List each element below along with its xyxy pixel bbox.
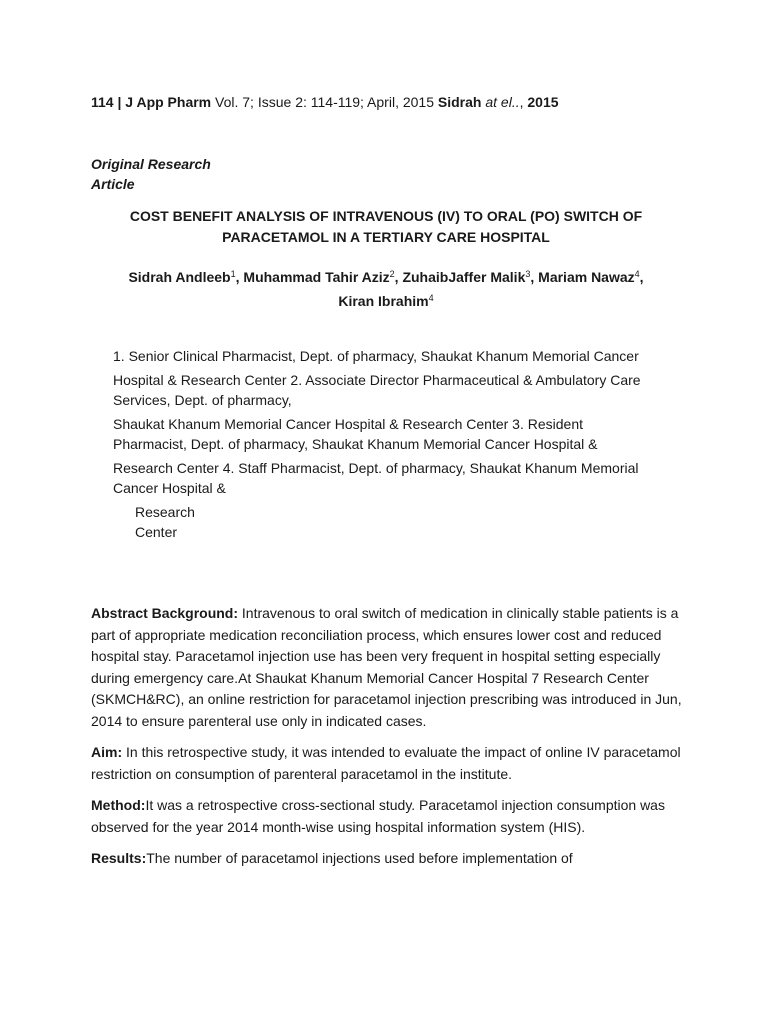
results-label: Results:	[91, 850, 147, 866]
author-name: Muhammad Tahir Aziz	[243, 269, 390, 285]
affiliation-center	[135, 502, 653, 542]
running-header	[91, 93, 731, 111]
abstract-method	[91, 795, 687, 838]
abstract-results	[91, 848, 687, 870]
header-etal: at el..	[481, 94, 520, 110]
author-affil-mark: 4	[634, 269, 640, 279]
author-name: ZuhaibJaffer Malik	[402, 269, 526, 285]
header-journal: J App Pharm	[125, 94, 212, 110]
author-name: Sidrah Andleeb	[128, 269, 231, 285]
author-affil-mark: 1	[230, 269, 236, 279]
background-text: Intravenous to oral switch of medication in clinically stable patients is a part of appropriate medication reconciliation process, which ensures lower cost and reduced hospital stay. Paracetamol injection use has been very frequent in hospital setting especially during emergency care.At Shaukat Khanum Memorial Cancer Hospital 7 Research Center (SKMCH&RC), an online restriction for paracetamol injection prescribing was introduced in Jun, 2014 to ensure parenteral use only in indicated cases.	[91, 605, 682, 729]
author-name: Kiran Ibrahim	[338, 293, 429, 309]
background-label: Abstract Background:	[91, 605, 239, 621]
affiliation-paragraph: Research Center 4. Staff Pharmacist, Dept. of pharmacy, Shaukat Khanum Memorial Cancer Hospital &	[113, 460, 639, 496]
abstract	[91, 603, 687, 880]
header-page-number: 114	[91, 94, 114, 110]
author-affil-mark: 3	[525, 269, 531, 279]
affiliation-center-line2: Center	[135, 524, 178, 540]
header-year: 2015	[527, 94, 559, 110]
header-author: Sidrah	[437, 94, 482, 110]
results-text: The number of paracetamol injections used before implementation of	[146, 850, 573, 866]
method-text: It was a retrospective cross-sectional study. Paracetamol injection consumption was observed for the year 2014 month-wise using hospital information system (HIS).	[91, 797, 665, 835]
header-comma: ,	[519, 94, 528, 110]
author-sep: ,	[394, 269, 403, 285]
article-type-line2: Article	[91, 176, 135, 192]
author-list	[91, 265, 681, 313]
author-name: Mariam Nawaz	[538, 269, 635, 285]
affiliation-center-line1: Research	[135, 504, 195, 520]
paper-title-line2: PARACETAMOL IN A TERTIARY CARE HOSPITAL	[222, 229, 550, 245]
affiliation-paragraph: Hospital & Research Center 2. Associate Director Pharmaceutical & Ambulatory Care Services, Dept. of pharmacy,	[113, 372, 641, 408]
author-sep: ,	[639, 269, 644, 285]
abstract-background	[91, 603, 687, 732]
method-label: Method:	[91, 797, 146, 813]
author-affil-mark: 2	[389, 269, 395, 279]
author-line-2	[91, 289, 681, 313]
author-affil-mark: 4	[428, 293, 434, 303]
author-sep: ,	[235, 269, 244, 285]
abstract-aim	[91, 742, 687, 785]
paper-title	[91, 206, 681, 248]
header-separator: |	[113, 94, 126, 110]
author-sep: ,	[530, 269, 539, 285]
affiliation-paragraph: Shaukat Khanum Memorial Cancer Hospital & Research Center 3. Resident Pharmacist, Dept. of pharmacy, Shaukat Khanum Memorial Cancer Hospital &	[113, 416, 598, 452]
affiliations	[113, 346, 653, 542]
article-type	[91, 154, 211, 194]
author-line-1	[91, 265, 681, 289]
paper-title-line1: COST BENEFIT ANALYSIS OF INTRAVENOUS (IV) TO ORAL (PO) SWITCH OF	[129, 208, 643, 224]
aim-label: Aim:	[91, 744, 123, 760]
header-volume: Vol. 7; Issue 2: 114-119; April, 2015	[211, 94, 438, 110]
affiliation-paragraph: 1. Senior Clinical Pharmacist, Dept. of pharmacy, Shaukat Khanum Memorial Cancer	[113, 348, 639, 364]
article-type-line1: Original Research	[91, 156, 211, 172]
aim-text: In this retrospective study, it was intended to evaluate the impact of online IV paracetamol restriction on consumption of parenteral paracetamol in the institute.	[91, 744, 681, 782]
